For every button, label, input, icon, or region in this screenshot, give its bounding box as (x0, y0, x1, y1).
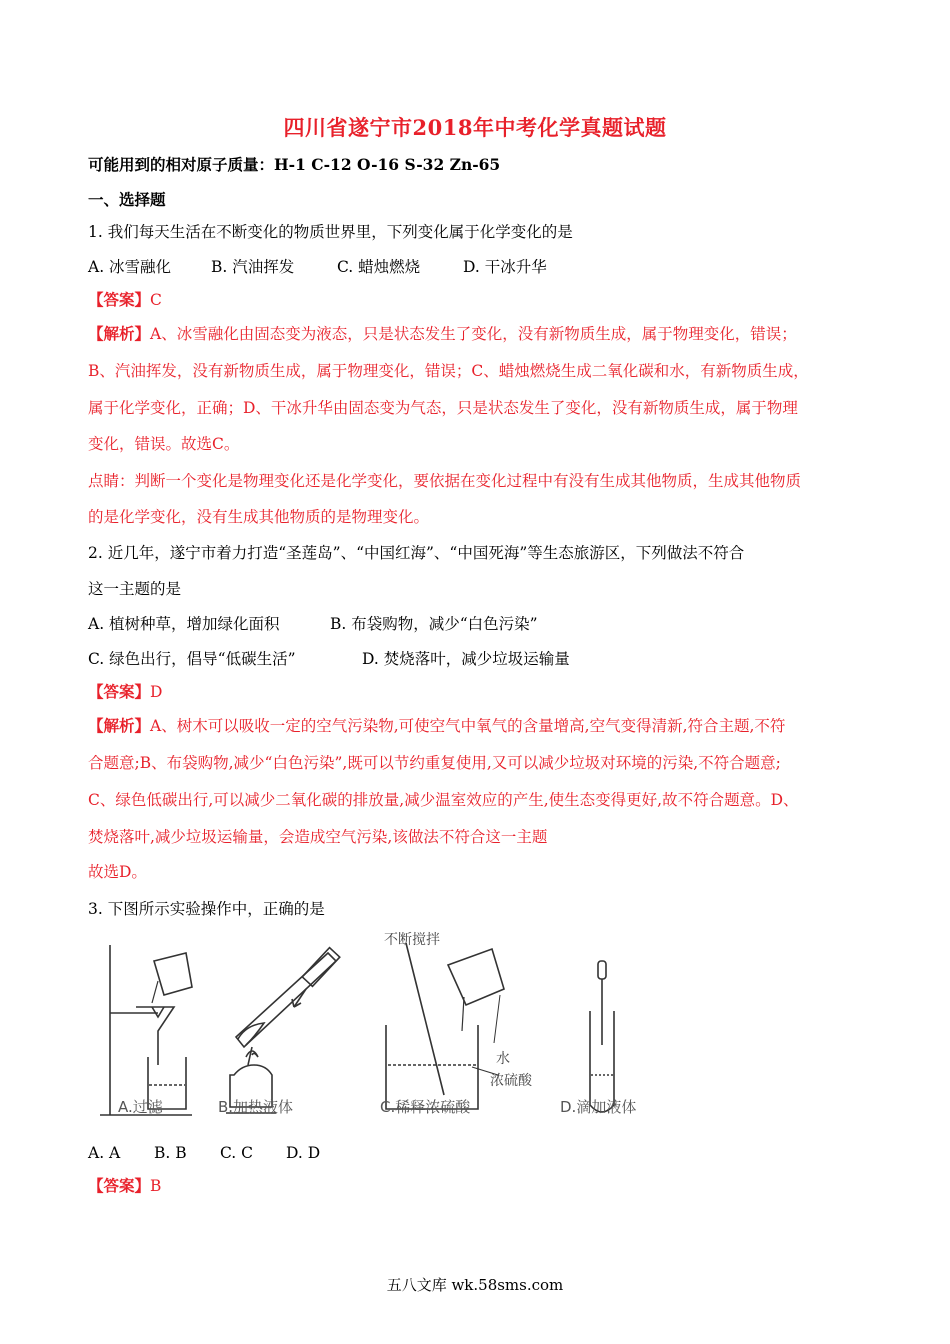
caption-b: B.加热液体 (218, 1098, 294, 1116)
q3-option-c: C. C (220, 1144, 254, 1162)
dilution-apparatus (386, 943, 504, 1109)
heating-apparatus (226, 948, 340, 1113)
q1-note-line: 点睛：判断一个变化是物理变化还是化学变化，要依据在变化过程中有没有生成其他物质，生成其他物质 (88, 472, 802, 490)
answer-value: C (150, 291, 162, 309)
analysis-text: A、树木可以吸收一定的空气污染物,可使空气中氧气的含量增高,空气变得清新,符合主题,不符 (150, 717, 786, 735)
q1-options (88, 257, 547, 277)
q2-analysis-line: 焚烧落叶,减少垃圾运输量，会造成空气污染,该做法不符合这一主题 (88, 828, 548, 846)
q3-option-b: B. B (154, 1144, 187, 1162)
lab-operations-figure (96, 925, 656, 1125)
footer-watermark: 五八文库 wk.58sms.com (386, 1276, 564, 1294)
q3-option-d: D. D (286, 1144, 321, 1162)
answer-value: D (150, 683, 163, 701)
q3-options (88, 1143, 320, 1163)
dropper-apparatus (590, 961, 614, 1112)
q2-conclusion: 故选D。 (88, 863, 147, 881)
caption-c: C.稀释浓硫酸 (380, 1098, 471, 1116)
filtration-apparatus (100, 945, 192, 1115)
q2-option-a: A. 植树种草，增加绿化面积 (88, 615, 280, 633)
section-heading: 一、选择题 (88, 190, 166, 209)
acid-label: 浓硫酸 (490, 1073, 532, 1089)
analysis-label: 【解析】 (88, 716, 151, 735)
q2-analysis-line (88, 716, 785, 736)
q1-option-b: B. 汽油挥发 (211, 258, 295, 276)
q2-options-row (88, 614, 538, 634)
water-label: 水 (496, 1051, 510, 1067)
q1-stem: 1. 我们每天生活在不断变化的物质世界里，下列变化属于化学变化的是 (88, 223, 573, 241)
q1-analysis-line: 变化，错误。故选C。 (88, 435, 240, 453)
answer-label: 【答案】 (88, 682, 151, 701)
q2-stem-line: 2. 近几年，遂宁市着力打造“圣莲岛”、“中国红海”、“中国死海”等生态旅游区，下列做法不符合 (88, 544, 745, 562)
q3-answer (88, 1176, 161, 1196)
q1-option-d: D. 干冰升华 (463, 258, 547, 276)
answer-value: B (150, 1177, 162, 1195)
analysis-text: A、冰雪融化由固态变为液态，只是状态发生了变化，没有新物质生成，属于物理变化，错误； (150, 325, 797, 343)
caption-a: A.过滤 (118, 1098, 163, 1116)
q2-analysis-line: C、绿色低碳出行,可以减少二氧化碳的排放量,减少温室效应的产生,使生态变得更好,故不符合题意。D、 (88, 791, 799, 809)
analysis-label: 【解析】 (88, 324, 151, 343)
atomic-mass-line: 可能用到的相对原子质量：H-1 C-12 O-16 S-32 Zn-65 (88, 155, 501, 174)
q2-option-b: B. 布袋购物，减少“白色污染” (330, 615, 538, 633)
q2-options-row (88, 649, 570, 669)
q2-option-c: C. 绿色出行，倡导“低碳生活” (88, 650, 296, 668)
q1-note-line: 的是化学变化，没有生成其他物质的是物理变化。 (88, 508, 430, 526)
q1-option-c: C. 蜡烛燃烧 (337, 258, 421, 276)
q3-option-a: A. A (88, 1144, 121, 1162)
answer-label: 【答案】 (88, 1176, 151, 1195)
q2-analysis-line: 合题意;B、布袋购物,减少“白色污染”,既可以节约重复使用,又可以减少垃圾对环境的污染,不符合题意; (88, 754, 781, 772)
answer-label: 【答案】 (88, 290, 151, 309)
q1-analysis-line: B、汽油挥发，没有新物质生成，属于物理变化，错误；C、蜡烛燃烧生成二氧化碳和水，有新物质生成， (88, 362, 809, 380)
q1-answer (88, 290, 162, 310)
q1-analysis-line (88, 324, 797, 344)
q2-option-d: D. 焚烧落叶，减少垃圾运输量 (362, 650, 570, 668)
q1-option-a: A. 冰雪融化 (88, 258, 172, 276)
caption-d: D.滴加液体 (560, 1098, 637, 1116)
document-title: 四川省遂宁市2018年中考化学真题试题 (283, 115, 667, 140)
q1-analysis-line: 属于化学变化，正确；D、干冰升华由固态变为气态，只是状态发生了变化，没有新物质生成，属于物理 (88, 399, 798, 417)
q2-answer (88, 682, 162, 702)
q2-stem-line: 这一主题的是 (88, 580, 182, 598)
stir-label: 不断搅拌 (384, 932, 440, 948)
q3-stem: 3. 下图所示实验操作中，正确的是 (88, 900, 325, 918)
